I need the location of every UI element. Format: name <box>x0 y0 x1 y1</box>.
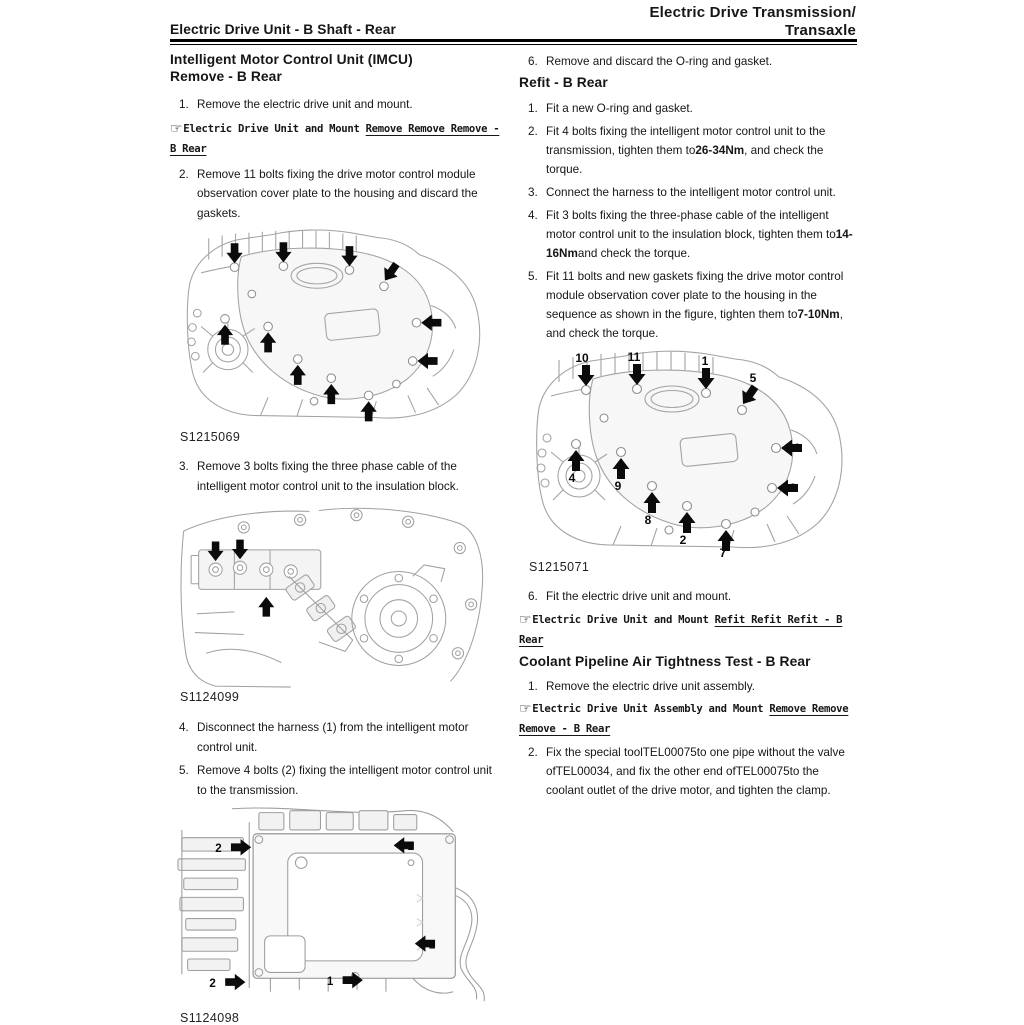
step-number: 4. <box>179 721 189 734</box>
step-text: Remove and discard the O-ring and gasket. <box>546 55 773 68</box>
callout-label: 7 <box>719 545 727 559</box>
xref-text: Electric Drive Unit Assembly and Mount <box>532 703 764 715</box>
callout-label: 3 <box>789 480 797 495</box>
figure-s1124098 <box>174 803 503 1010</box>
step-number: 6. <box>528 589 538 603</box>
step-text: Connect the harness to the intelligent motor control unit. <box>546 185 836 199</box>
step-text: Disconnect the harness (1) from the intelligent motor control unit. <box>197 721 469 754</box>
manual-title <box>649 4 856 39</box>
callout-label: 2 <box>215 843 222 856</box>
step-number: 6. <box>528 55 538 68</box>
figure-caption: S1124099 <box>180 690 240 704</box>
step-text: Remove 11 bolts fixing the drive motor control module observation cover plate to the housing and discard the gaskets. <box>197 167 478 220</box>
xref-target-text: Remove Remove Remove - B Rear <box>170 122 500 155</box>
step-text: Fit the electric drive unit and mount. <box>546 589 732 603</box>
step-text-post: and check the torque. <box>577 246 691 260</box>
procedure-step <box>170 95 503 115</box>
step-text <box>546 122 857 179</box>
callout-label: 4 <box>568 470 576 485</box>
figure-s1124099 <box>178 501 503 689</box>
callout-label: 5 <box>749 370 757 385</box>
figure-s1215069 <box>180 225 503 429</box>
step-number: 1. <box>528 101 538 115</box>
step-number: 2. <box>528 124 538 138</box>
xref-text: Electric Drive Unit and Mount <box>183 122 360 135</box>
page-title: Electric Drive Unit - B Shaft - Rear <box>170 22 396 37</box>
manual-title-line1: Electric Drive Transmission/ <box>649 4 856 21</box>
step-text-pre: Fit 4 bolts fixing the intelligent motor control unit to the transmission, tighten them to <box>546 124 826 157</box>
step-text-post: , and check the torque. <box>546 143 824 176</box>
step-number: 1. <box>179 98 189 111</box>
step-text: Remove the electric drive unit assembly. <box>546 680 755 693</box>
section-heading-coolant-test: Coolant Pipeline Air Tightness Test - B Rear <box>519 653 811 669</box>
callout-label: 11 <box>627 349 641 364</box>
procedure-step <box>519 677 857 696</box>
callout-label: 10 <box>575 350 589 365</box>
step-number: 4. <box>528 208 538 222</box>
callout-label: 9 <box>614 478 622 493</box>
step-number: 2. <box>179 167 189 181</box>
procedure-step <box>519 99 857 118</box>
figure-caption: S1215071 <box>529 559 590 574</box>
torque-value: 14-16Nm <box>546 227 853 260</box>
figure-caption: S1124098 <box>180 1011 240 1025</box>
step-text: Remove 4 bolts (2) fixing the intelligent motor control unit to the transmission. <box>197 764 492 797</box>
step-text <box>546 206 857 263</box>
pointing-hand-icon: ☞ <box>519 611 532 628</box>
step-text: Remove 3 bolts fixing the three phase cable of the intelligent motor control unit to the insulation block. <box>197 460 459 493</box>
callout-label: 2 <box>209 977 216 990</box>
xref-link-assembly-remove[interactable] <box>519 699 857 739</box>
callout-label: 1 <box>326 975 334 988</box>
insulation-block-illustration <box>178 501 488 689</box>
procedure-step <box>519 122 857 179</box>
header-rule <box>170 39 857 45</box>
step-text: Fit a new O-ring and gasket. <box>546 101 693 115</box>
xref-text: Electric Drive Unit and Mount <box>532 613 709 626</box>
procedure-step <box>170 165 503 224</box>
torque-value: 7-10Nm <box>797 307 840 321</box>
imcu-unit-illustration <box>174 803 492 1010</box>
callout-label: 2 <box>407 841 415 854</box>
callout-label: 6 <box>793 440 801 455</box>
xref-link-remove[interactable] <box>170 119 503 159</box>
step-text: Fix the special toolTEL00075to one pipe without the valve ofTEL00034, and fix the other end ofTEL00075to the coolant outlet of the drive motor, and tighten the clamp. <box>546 746 845 797</box>
procedure-step <box>519 587 857 606</box>
pointing-hand-icon: ☞ <box>519 701 532 717</box>
procedure-step <box>170 718 503 757</box>
callout-label: 1 <box>701 353 709 368</box>
xref-target-text: Refit Refit Refit - B Rear <box>519 613 843 646</box>
step-text <box>546 267 857 343</box>
callout-label: 2 <box>679 532 687 547</box>
heading-line2: Remove - B Rear <box>170 68 282 84</box>
step-number: 2. <box>528 746 538 759</box>
procedure-step <box>170 761 503 800</box>
step-number: 3. <box>179 460 189 473</box>
callout-label: 2 <box>428 939 436 952</box>
step-text-post: , and check the torque. <box>546 307 843 340</box>
torque-value: 26-34Nm <box>695 143 745 157</box>
transmission-housing-sequence-illustration <box>529 346 859 559</box>
transmission-housing-illustration <box>180 225 496 429</box>
procedure-step <box>519 52 857 71</box>
step-number: 5. <box>528 269 538 283</box>
callout-label: 8 <box>644 512 652 527</box>
procedure-step <box>519 206 857 263</box>
section-heading-refit: Refit - B Rear <box>519 75 608 90</box>
manual-title-line2: Transaxle <box>784 21 856 39</box>
step-number: 5. <box>179 764 189 777</box>
right-column <box>519 46 857 800</box>
pointing-hand-icon: ☞ <box>170 120 183 137</box>
step-text-pre: Fit 11 bolts and new gaskets fixing the drive motor control module observation cover plate to the housing in the sequence as shown in the figure, tighten them to <box>546 269 844 321</box>
procedure-step <box>519 183 857 202</box>
xref-link-refit[interactable] <box>519 610 857 650</box>
xref-target-text: Remove Remove Remove - B Rear <box>519 703 849 735</box>
figure-caption: S1215069 <box>180 430 241 444</box>
figure-s1215071 <box>529 346 857 559</box>
procedure-step <box>519 743 857 800</box>
step-number: 1. <box>528 680 538 693</box>
step-text-pre: Fit 3 bolts fixing the three-phase cable of the intelligent motor control unit to the insulation block, tighten them to <box>546 208 836 241</box>
left-column <box>170 46 503 1025</box>
procedure-step <box>170 457 503 496</box>
procedure-step <box>519 267 857 343</box>
step-text: Remove the electric drive unit and mount. <box>197 98 413 111</box>
step-number: 3. <box>528 185 538 199</box>
section-heading-imcu-remove <box>170 52 503 85</box>
heading-line1: Intelligent Motor Control Unit (IMCU) <box>170 52 413 67</box>
